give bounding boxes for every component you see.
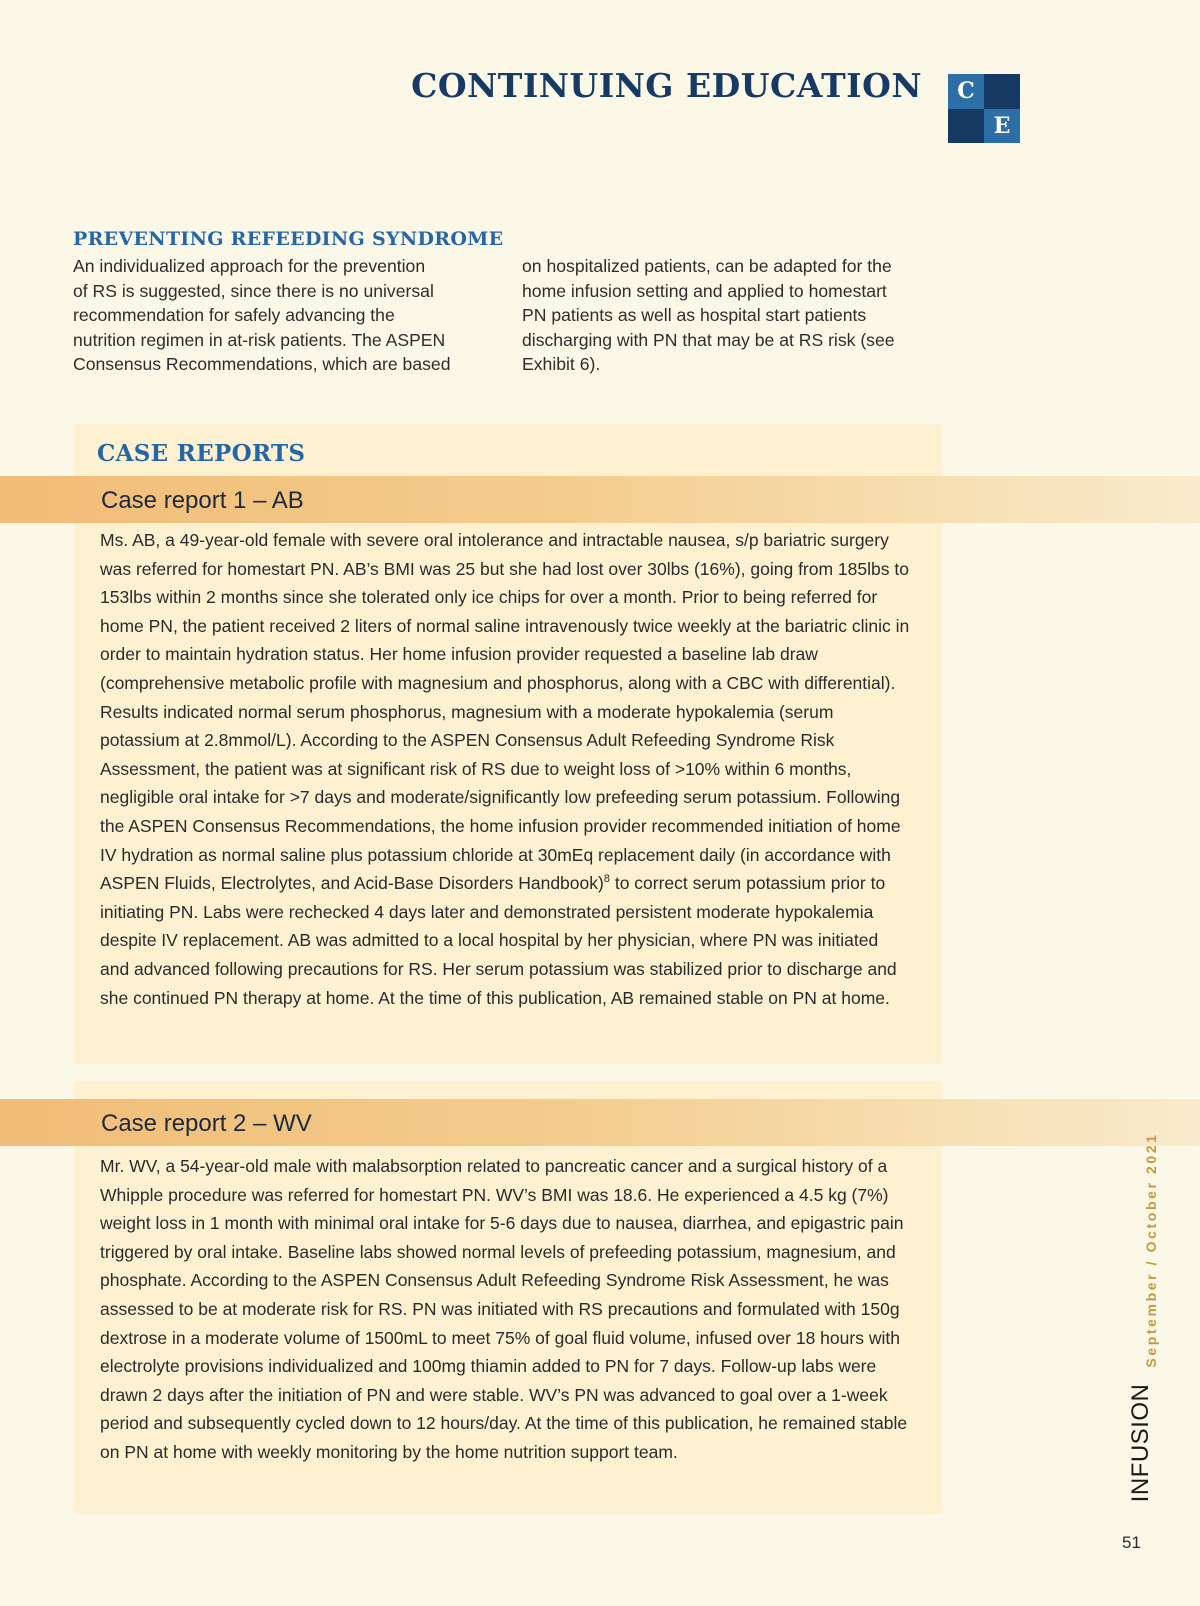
case-report-2-banner xyxy=(0,1099,1200,1146)
case-reports-title: CASE REPORTS xyxy=(97,440,306,467)
case-report-1-banner xyxy=(0,476,1200,523)
text-line: Consensus Recommendations, which are based xyxy=(73,354,451,375)
case-report-1-title: Case report 1 – AB xyxy=(101,487,304,514)
text-line: of RS is suggested, since there is no universal xyxy=(73,280,434,301)
citation-superscript: 8 xyxy=(603,873,610,886)
case-report-1-text xyxy=(100,526,912,1012)
case-report-2-text: Mr. WV, a 54-year-old male with malabsorption related to pancreatic cancer and a surgical history of a Whipple procedure was referred for homestart PN. WV’s BMI was 18.6. He experienced a 4.5 kg (7%) weight loss in 1 month with minimal oral intake for 5-6 days due to nausea, diarrhea, and epigastric pain triggered by oral intake. Baseline labs showed normal levels of prefeeding potassium, magnesium, and phosphate. According to the ASPEN Consensus Adult Refeeding Syndrome Risk Assessment, he was assessed to be at moderate risk for RS. PN was initiated with RS precautions and formulated with 150g dextrose in a moderate volume of 1500mL to meet 75% of goal fluid volume, infused over 18 hours with electrolyte provisions individualized and 100mg thiamin added to PN for 7 days. Follow-up labs were drawn 2 days after the initiation of PN and were stable. WV’s PN was advanced to goal over a 1-week period and subsequently cycled down to 12 hours/day. At the time of this publication, he remained stable on PN at home with weekly monitoring by the home nutrition support team. xyxy=(100,1156,908,1462)
text-line: recommendation for safely advancing the xyxy=(73,305,395,326)
issue-date-text: September / October 2021 xyxy=(1143,1132,1159,1368)
case-report-1-text-part1: Ms. AB, a 49-year-old female with severe oral intolerance and intractable nausea, s/p bariatric surgery was referred for homestart PN. AB’s BMI was 25 but she had lost over 30lbs (16%), going from 185lbs to 153lbs within 2 months since she tolerated only ice chips for over a month. Prior to being referred for home PN, the patient received 2 liters of normal saline intravenously twice weekly at the bariatric clinic in order to maintain hydration status. Her home infusion provider requested a baseline lab draw (comprehensive metabolic profile with magnesium and phosphorus, along with a CBC with differential). Results indicated normal serum phosphorus, magnesium with a moderate hypokalemia (serum potassium at 2.8mmol/L). According to the ASPEN Consensus Adult Refeeding Syndrome Risk Assessment, the patient was at significant risk of RS due to weight loss of >10% within 6 months, negligible oral intake for >7 days and moderate/significantly low prefeeding serum potassium. Following the ASPEN Consensus Recommendations, the home infusion provider recommended initiation of home IV hydration as normal saline plus potassium chloride at 30mEq replacement daily (in accordance with ASPEN Fluids, Electrolytes, and Acid-Base Disorders Handbook) xyxy=(100,530,910,894)
ce-logo-block xyxy=(984,74,1020,109)
section-heading: PREVENTING REFEEDING SYNDROME xyxy=(73,228,504,250)
text-line: PN patients as well as hospital start patients xyxy=(522,305,867,326)
magazine-logo-vertical xyxy=(1126,1383,1156,1503)
magazine-logo-text: INFUSION xyxy=(1127,1383,1154,1503)
section-header-title: CONTINUING EDUCATION xyxy=(411,66,922,105)
text-line: home infusion setting and applied to homestart xyxy=(522,280,887,301)
text-line: An individualized approach for the prevention xyxy=(73,256,426,276)
ce-logo-letter-e: E xyxy=(984,109,1020,144)
page-number: 51 xyxy=(1122,1533,1141,1552)
case-report-1-text-part2: to correct serum potassium prior to initiating PN. Labs were rechecked 4 days later and demonstrated persistent moderate hypokalemia despite IV replacement. AB was admitted to a local hospital by her physician, where PN was initiated and advanced following precautions for RS. Her serum potassium was stabilized prior to discharge and she continued PN therapy at home. At the time of this publication, AB remained stable on PN at home. xyxy=(100,873,897,1008)
ce-logo xyxy=(948,74,1020,143)
text-line: discharging with PN that may be at RS risk (see xyxy=(522,329,895,350)
ce-logo-block xyxy=(948,109,984,144)
issue-date-vertical xyxy=(1142,1130,1160,1370)
text-line: Exhibit 6). xyxy=(522,354,601,375)
intro-column-left xyxy=(73,254,473,377)
ce-logo-letter-c: C xyxy=(948,74,984,109)
intro-column-right xyxy=(522,254,922,377)
text-line: nutrition regimen in at-risk patients. The ASPEN xyxy=(73,329,446,350)
text-line: on hospitalized patients, can be adapted for the xyxy=(522,256,892,276)
case-report-2-title: Case report 2 – WV xyxy=(101,1110,312,1137)
